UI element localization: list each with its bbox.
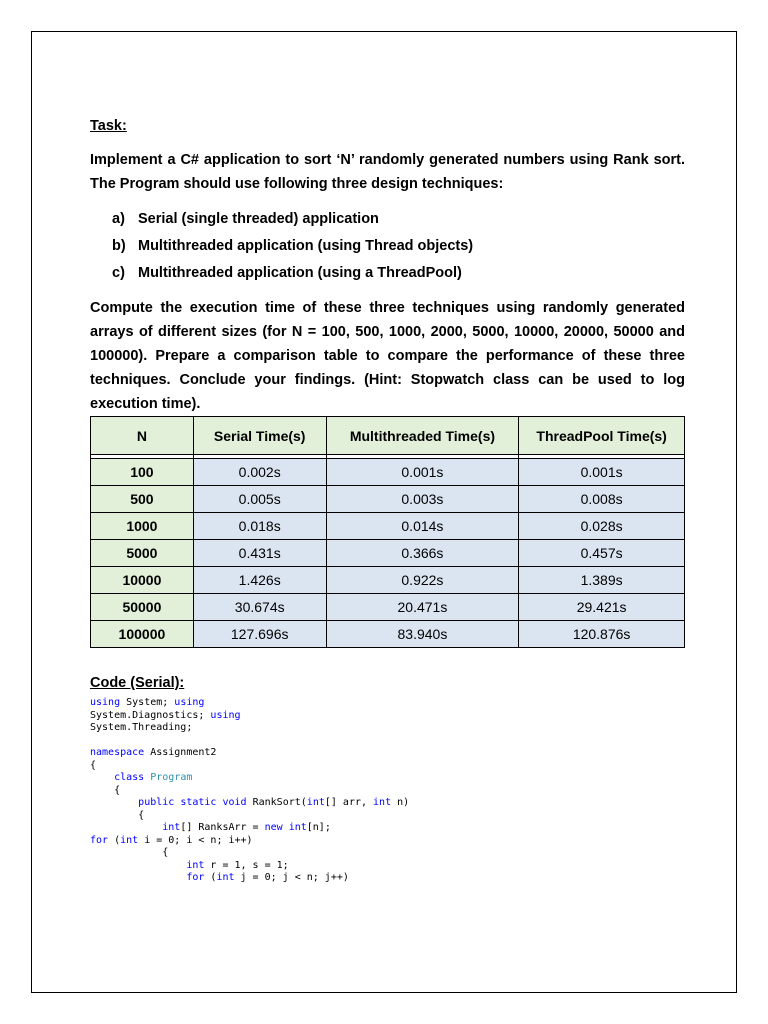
technique-text: Multithreaded application (using Thread objects) xyxy=(138,238,474,254)
code-text: [] RanksArr = xyxy=(180,822,265,833)
code-keyword: namespace xyxy=(90,747,145,758)
code-line xyxy=(90,710,409,723)
list-marker: b) xyxy=(112,238,126,254)
table-row xyxy=(91,567,685,594)
cell-threadpool-time: 0.457s xyxy=(519,540,685,567)
code-line xyxy=(90,747,409,760)
cell-threadpool-time: 120.876s xyxy=(519,621,685,648)
code-keyword: using xyxy=(174,697,205,708)
cell-serial-time: 0.018s xyxy=(193,513,326,540)
column-header-threadpool: ThreadPool Time(s) xyxy=(519,417,685,455)
code-line xyxy=(90,722,409,735)
code-keyword: int xyxy=(186,859,205,871)
code-keyword: int xyxy=(306,797,325,808)
table-row xyxy=(91,621,685,648)
table-row xyxy=(91,459,685,486)
technique-item xyxy=(112,207,473,234)
code-text xyxy=(90,822,162,833)
code-block xyxy=(90,697,409,885)
code-keyword: using xyxy=(210,709,241,721)
cell-threadpool-time: 0.008s xyxy=(519,486,685,513)
table-row xyxy=(91,540,685,567)
cell-multithreaded-time: 0.003s xyxy=(326,486,519,513)
code-line xyxy=(90,810,409,823)
cell-n: 50000 xyxy=(91,594,194,621)
code-line xyxy=(90,797,409,810)
code-text: [n]; xyxy=(306,822,331,833)
code-text: n) xyxy=(391,797,410,808)
code-line xyxy=(90,872,409,885)
code-text: j = 0; j < n; j++) xyxy=(234,872,349,883)
technique-item xyxy=(112,261,473,288)
code-heading: Code (Serial): xyxy=(90,675,185,691)
code-keyword: int xyxy=(288,822,307,833)
cell-multithreaded-time: 20.471s xyxy=(326,594,519,621)
column-header-n: N xyxy=(91,417,194,455)
code-keyword: static xyxy=(180,797,217,808)
technique-item xyxy=(112,234,473,261)
cell-serial-time: 0.431s xyxy=(193,540,326,567)
code-text: ( xyxy=(204,872,217,883)
code-keyword: int xyxy=(373,797,392,808)
code-text: RankSort( xyxy=(246,797,307,808)
code-text: r = 1, s = 1; xyxy=(204,859,289,871)
list-marker: a) xyxy=(112,211,125,227)
table-row xyxy=(91,594,685,621)
cell-serial-time: 0.005s xyxy=(193,486,326,513)
cell-n: 100 xyxy=(91,459,194,486)
technique-text: Multithreaded application (using a ThreadPool) xyxy=(138,265,462,281)
cell-serial-time: 30.674s xyxy=(193,594,326,621)
cell-multithreaded-time: 0.366s xyxy=(326,540,519,567)
code-text: ( xyxy=(108,834,121,846)
code-text xyxy=(90,860,186,871)
cell-n: 5000 xyxy=(91,540,194,567)
code-line xyxy=(90,860,409,873)
task-heading: Task: xyxy=(90,118,127,134)
code-type: Program xyxy=(150,772,193,783)
column-header-multithreaded: Multithreaded Time(s) xyxy=(326,417,519,455)
code-line xyxy=(90,835,409,848)
code-text: System.Threading; xyxy=(90,722,193,733)
cell-serial-time: 1.426s xyxy=(193,567,326,594)
code-keyword: int xyxy=(120,834,139,846)
code-line xyxy=(90,760,409,773)
comparison-table xyxy=(90,416,685,648)
code-keyword: public xyxy=(138,797,175,808)
code-text: { xyxy=(90,784,121,796)
code-keyword: int xyxy=(216,872,235,883)
code-text xyxy=(90,872,186,883)
cell-n: 10000 xyxy=(91,567,194,594)
code-text: System.Diagnostics; xyxy=(90,709,211,721)
cell-threadpool-time: 0.028s xyxy=(519,513,685,540)
column-header-serial: Serial Time(s) xyxy=(193,417,326,455)
code-keyword: for xyxy=(90,834,109,846)
code-text: Assignment2 xyxy=(144,747,217,758)
code-keyword: int xyxy=(162,822,181,833)
cell-threadpool-time: 29.421s xyxy=(519,594,685,621)
code-line xyxy=(90,772,409,785)
code-text xyxy=(90,772,114,783)
table-body xyxy=(91,455,685,648)
cell-multithreaded-time: 83.940s xyxy=(326,621,519,648)
cell-n: 1000 xyxy=(91,513,194,540)
code-keyword: new xyxy=(264,822,283,833)
cell-serial-time: 0.002s xyxy=(193,459,326,486)
table-row xyxy=(91,486,685,513)
technique-list xyxy=(112,207,473,288)
cell-threadpool-time: 1.389s xyxy=(519,567,685,594)
cell-n: 500 xyxy=(91,486,194,513)
code-keyword: class xyxy=(114,772,145,783)
cell-multithreaded-time: 0.014s xyxy=(326,513,519,540)
list-marker: c) xyxy=(112,265,125,281)
technique-text: Serial (single threaded) application xyxy=(138,211,379,227)
code-text: [] arr, xyxy=(324,797,374,808)
cell-multithreaded-time: 0.001s xyxy=(326,459,519,486)
table-header-row xyxy=(91,417,685,455)
code-keyword: for xyxy=(186,872,205,883)
cell-n: 100000 xyxy=(91,621,194,648)
task-intro: Implement a C# application to sort ‘N’ randomly generated numbers using Rank sort. The Program should use following three design techniques: xyxy=(90,152,685,192)
code-line xyxy=(90,735,409,748)
code-text: { xyxy=(90,847,169,858)
code-text: { xyxy=(90,809,145,821)
code-text: System; xyxy=(120,697,175,708)
code-line xyxy=(90,822,409,835)
code-text: { xyxy=(90,759,97,771)
table-row xyxy=(91,513,685,540)
task-instructions: Compute the execution time of these three techniques using randomly generated arrays of different sizes (for N = 100, 500, 1000, 2000, 5000, 10000, 20000, 50000 and 100000). Prepare a comparison table to compare the performance of these three techniques. Conclude your findings. (Hint: Stopwatch class can be used to log execution time). xyxy=(90,300,685,412)
code-text: i = 0; i < n; i++) xyxy=(138,834,253,846)
cell-multithreaded-time: 0.922s xyxy=(326,567,519,594)
code-keyword: void xyxy=(222,797,247,808)
cell-threadpool-time: 0.001s xyxy=(519,459,685,486)
cell-serial-time: 127.696s xyxy=(193,621,326,648)
code-text xyxy=(90,797,138,808)
code-line xyxy=(90,847,409,860)
code-line xyxy=(90,697,409,710)
code-line xyxy=(90,785,409,798)
code-keyword: using xyxy=(90,697,121,708)
